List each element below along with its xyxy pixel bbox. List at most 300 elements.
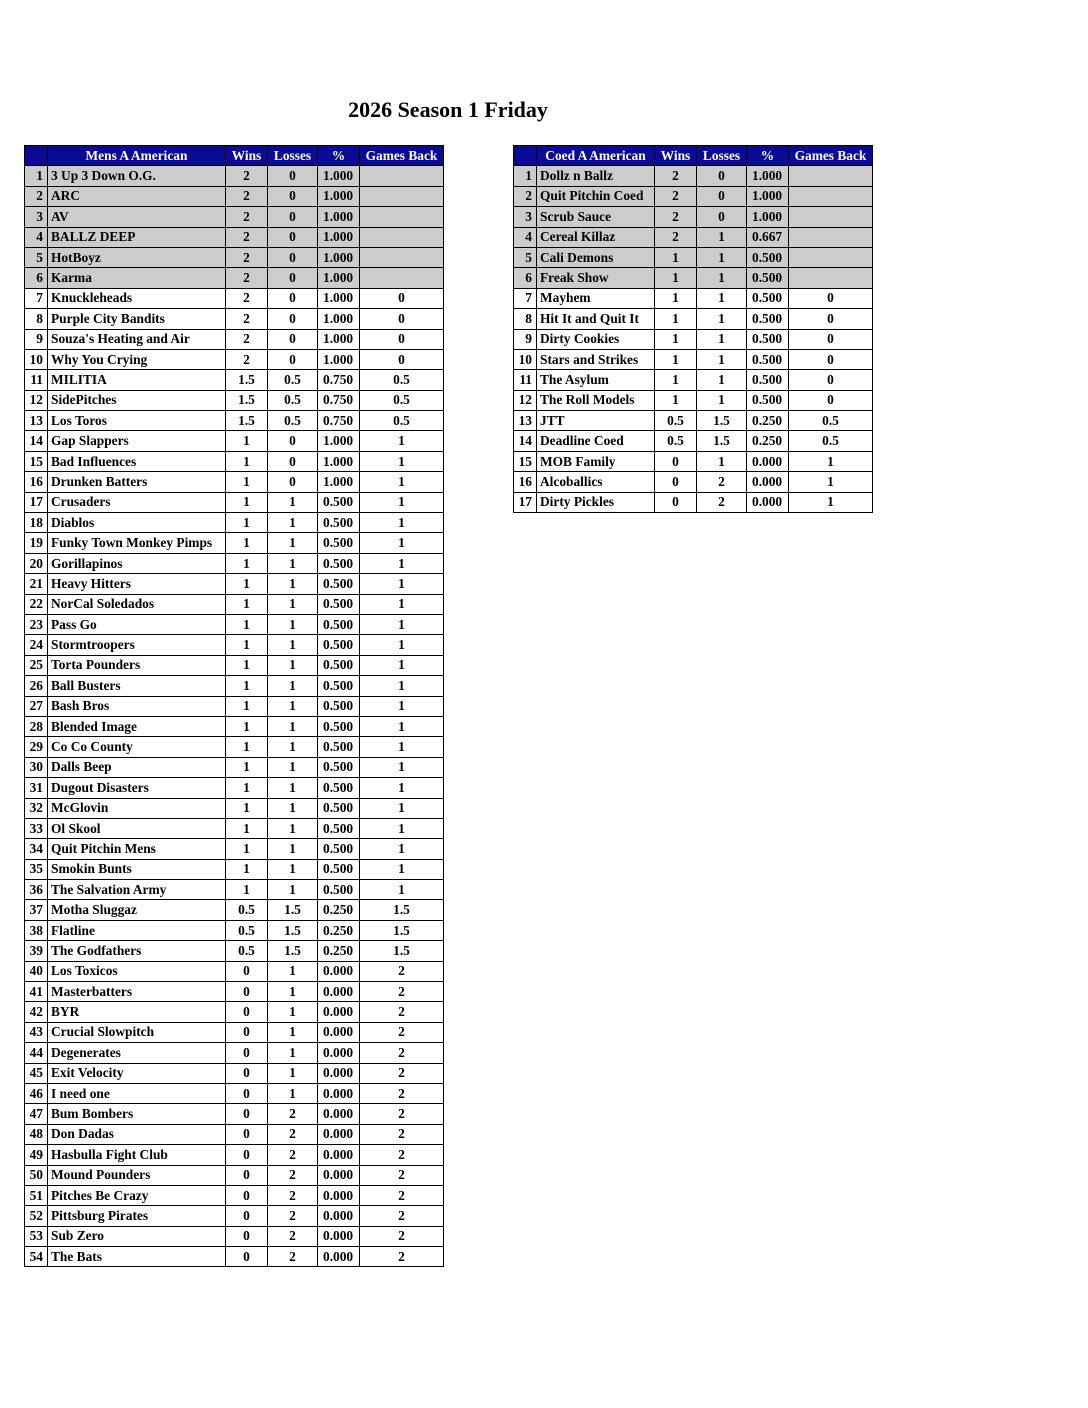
pct-cell: 1.000 <box>318 309 360 329</box>
table-row <box>514 451 873 471</box>
rank-cell: 28 <box>25 716 48 736</box>
team-name-cell: HotBoyz <box>48 247 226 267</box>
rank-cell: 5 <box>514 247 537 267</box>
games-back-cell: 0 <box>789 390 873 410</box>
rank-cell: 3 <box>25 207 48 227</box>
pct-cell: 0.000 <box>318 1022 360 1042</box>
losses-cell: 1 <box>697 370 747 390</box>
pct-cell: 0.000 <box>318 1104 360 1124</box>
rank-cell: 7 <box>514 288 537 308</box>
rank-header <box>25 146 48 166</box>
pct-cell: 0.000 <box>318 1083 360 1103</box>
wins-cell: 1.5 <box>226 411 268 431</box>
team-name-cell: Pitches Be Crazy <box>48 1185 226 1205</box>
wins-cell: 1 <box>655 247 697 267</box>
rank-cell: 34 <box>25 839 48 859</box>
losses-cell: 1 <box>697 268 747 288</box>
team-name-cell: I need one <box>48 1083 226 1103</box>
wins-cell: 2 <box>226 227 268 247</box>
table-row <box>25 961 444 981</box>
team-name-cell: The Asylum <box>537 370 655 390</box>
team-name-cell: Mound Pounders <box>48 1165 226 1185</box>
wins-cell: 2 <box>226 309 268 329</box>
team-name-cell: BYR <box>48 1002 226 1022</box>
losses-cell: 1 <box>268 676 318 696</box>
wins-cell: 2 <box>655 166 697 186</box>
games-back-cell <box>360 247 444 267</box>
pct-cell: 1.000 <box>747 186 789 206</box>
coed-standings-table <box>513 145 873 513</box>
team-name-cell: Co Co County <box>48 737 226 757</box>
table-row <box>25 635 444 655</box>
games-back-cell: 1 <box>360 451 444 471</box>
losses-cell: 1 <box>268 655 318 675</box>
games-back-cell: 2 <box>360 1063 444 1083</box>
losses-cell: 0 <box>268 247 318 267</box>
team-name-cell: Blended Image <box>48 716 226 736</box>
losses-cell: 1.5 <box>268 900 318 920</box>
rank-cell: 32 <box>25 798 48 818</box>
rank-cell: 13 <box>514 411 537 431</box>
wins-cell: 1 <box>226 614 268 634</box>
table-row <box>25 818 444 838</box>
losses-cell: 2 <box>268 1226 318 1246</box>
wins-cell: 0 <box>226 1022 268 1042</box>
team-name-cell: MILITIA <box>48 370 226 390</box>
wins-cell: 0 <box>655 472 697 492</box>
team-name-cell: Flatline <box>48 920 226 940</box>
team-name-cell: Dirty Pickles <box>537 492 655 512</box>
table-row <box>25 880 444 900</box>
games-back-cell: 1 <box>789 492 873 512</box>
wins-cell: 1 <box>226 472 268 492</box>
rank-cell: 24 <box>25 635 48 655</box>
pct-cell: 0.500 <box>318 818 360 838</box>
losses-cell: 0 <box>268 186 318 206</box>
mens-table-body <box>25 166 444 1267</box>
rank-cell: 17 <box>25 492 48 512</box>
wins-cell: 0 <box>655 492 697 512</box>
games-back-cell: 2 <box>360 1247 444 1267</box>
games-back-cell: 2 <box>360 1043 444 1063</box>
rank-cell: 30 <box>25 757 48 777</box>
table-row <box>25 1104 444 1124</box>
team-name-cell: AV <box>48 207 226 227</box>
rank-cell: 42 <box>25 1002 48 1022</box>
team-name-cell: Purple City Bandits <box>48 309 226 329</box>
pct-cell: 0.500 <box>318 716 360 736</box>
table-row <box>25 1145 444 1165</box>
rank-cell: 10 <box>25 349 48 369</box>
rank-cell: 17 <box>514 492 537 512</box>
games-back-cell: 0.5 <box>789 431 873 451</box>
table-row <box>25 533 444 553</box>
wins-cell: 1.5 <box>226 390 268 410</box>
wins-cell: 1 <box>226 513 268 533</box>
rank-cell: 20 <box>25 553 48 573</box>
table-row <box>514 247 873 267</box>
table-row <box>25 472 444 492</box>
games-back-cell: 1 <box>360 716 444 736</box>
games-back-cell: 0 <box>789 349 873 369</box>
table-row <box>25 553 444 573</box>
table-row <box>25 329 444 349</box>
pct-cell: 0.000 <box>747 451 789 471</box>
team-name-cell: Motha Sluggaz <box>48 900 226 920</box>
wins-cell: 1 <box>226 655 268 675</box>
table-row <box>25 309 444 329</box>
team-name-cell: Hit It and Quit It <box>537 309 655 329</box>
games-back-cell: 0 <box>360 329 444 349</box>
table-row <box>514 288 873 308</box>
losses-cell: 2 <box>268 1185 318 1205</box>
losses-cell: 0 <box>697 207 747 227</box>
team-name-cell: Smokin Bunts <box>48 859 226 879</box>
games-back-cell: 1 <box>360 513 444 533</box>
rank-cell: 12 <box>514 390 537 410</box>
losses-cell: 2 <box>268 1247 318 1267</box>
games-back-cell: 2 <box>360 1022 444 1042</box>
pct-cell: 0.500 <box>318 676 360 696</box>
pct-cell: 0.500 <box>747 247 789 267</box>
pct-cell: 0.000 <box>318 1002 360 1022</box>
pct-cell: 0.500 <box>318 737 360 757</box>
team-name-cell: Gorillapinos <box>48 553 226 573</box>
table-row <box>514 207 873 227</box>
games-back-cell: 1 <box>360 614 444 634</box>
team-name-cell: Funky Town Monkey Pimps <box>48 533 226 553</box>
games-back-cell: 1.5 <box>360 941 444 961</box>
team-name-cell: Deadline Coed <box>537 431 655 451</box>
table-row <box>25 839 444 859</box>
team-name-cell: BALLZ DEEP <box>48 227 226 247</box>
pct-cell: 0.000 <box>318 1124 360 1144</box>
table-row <box>25 716 444 736</box>
losses-cell: 1 <box>697 329 747 349</box>
wins-cell: 2 <box>226 247 268 267</box>
losses-cell: 1 <box>697 349 747 369</box>
rank-cell: 33 <box>25 818 48 838</box>
pct-cell: 0.000 <box>318 1043 360 1063</box>
table-row <box>25 288 444 308</box>
losses-cell: 0 <box>268 288 318 308</box>
pct-cell: 0.000 <box>318 1165 360 1185</box>
games-back-cell: 0 <box>789 329 873 349</box>
table-row <box>514 370 873 390</box>
table-row <box>514 411 873 431</box>
wins-cell: 1 <box>226 431 268 451</box>
team-name-cell: Dugout Disasters <box>48 778 226 798</box>
table-row <box>25 166 444 186</box>
wins-cell: 0.5 <box>655 431 697 451</box>
games-back-cell <box>789 227 873 247</box>
table-row <box>25 859 444 879</box>
rank-cell: 9 <box>514 329 537 349</box>
pct-cell: 0.250 <box>747 411 789 431</box>
pct-cell: 0.000 <box>318 1185 360 1205</box>
team-name-cell: Dirty Cookies <box>537 329 655 349</box>
rank-cell: 11 <box>25 370 48 390</box>
losses-cell: 0 <box>268 472 318 492</box>
team-name-cell: SidePitches <box>48 390 226 410</box>
table-row <box>25 1247 444 1267</box>
rank-cell: 43 <box>25 1022 48 1042</box>
wins-cell: 0 <box>226 1145 268 1165</box>
team-name-cell: Crucial Slowpitch <box>48 1022 226 1042</box>
games-back-cell: 2 <box>360 1083 444 1103</box>
rank-cell: 44 <box>25 1043 48 1063</box>
rank-header <box>514 146 537 166</box>
table-row <box>25 268 444 288</box>
losses-cell: 1 <box>268 594 318 614</box>
games-back-cell <box>360 207 444 227</box>
rank-cell: 35 <box>25 859 48 879</box>
losses-cell: 1 <box>268 839 318 859</box>
losses-cell: 1 <box>268 553 318 573</box>
table-row <box>25 513 444 533</box>
pct-cell: 1.000 <box>318 247 360 267</box>
table-row <box>25 737 444 757</box>
games-back-cell: 0 <box>360 309 444 329</box>
rank-cell: 12 <box>25 390 48 410</box>
team-name-cell: Masterbatters <box>48 982 226 1002</box>
games-back-cell: 0.5 <box>360 411 444 431</box>
table-row <box>514 166 873 186</box>
rank-cell: 9 <box>25 329 48 349</box>
rank-cell: 3 <box>514 207 537 227</box>
table-row <box>25 798 444 818</box>
table-row <box>25 247 444 267</box>
team-name-cell: Exit Velocity <box>48 1063 226 1083</box>
rank-cell: 16 <box>25 472 48 492</box>
wins-cell: 1 <box>226 533 268 553</box>
pct-cell: 0.500 <box>318 574 360 594</box>
wins-cell: 2 <box>226 166 268 186</box>
table-row <box>25 492 444 512</box>
team-name-cell: Dollz n Ballz <box>537 166 655 186</box>
team-name-cell: Karma <box>48 268 226 288</box>
table-row <box>25 696 444 716</box>
losses-cell: 1 <box>268 1002 318 1022</box>
games-back-cell <box>360 186 444 206</box>
rank-cell: 49 <box>25 1145 48 1165</box>
team-name-cell: ARC <box>48 186 226 206</box>
rank-cell: 23 <box>25 614 48 634</box>
rank-cell: 27 <box>25 696 48 716</box>
games-back-cell: 0.5 <box>360 390 444 410</box>
rank-cell: 6 <box>25 268 48 288</box>
rank-cell: 6 <box>514 268 537 288</box>
pct-cell: 0.750 <box>318 411 360 431</box>
games-back-cell: 0 <box>360 288 444 308</box>
wins-cell: 1 <box>226 859 268 879</box>
table-row <box>25 574 444 594</box>
games-back-cell: 2 <box>360 961 444 981</box>
table-row <box>25 1206 444 1226</box>
team-name-cell: The Salvation Army <box>48 880 226 900</box>
games-back-cell: 1 <box>360 818 444 838</box>
pct-cell: 0.500 <box>318 594 360 614</box>
rank-cell: 50 <box>25 1165 48 1185</box>
wins-cell: 1 <box>655 370 697 390</box>
games-back-cell: 0.5 <box>360 370 444 390</box>
table-header-row <box>25 146 444 166</box>
losses-cell: 0 <box>268 268 318 288</box>
games-back-cell: 2 <box>360 1145 444 1165</box>
table-row <box>25 614 444 634</box>
pct-cell: 0.500 <box>747 349 789 369</box>
pct-cell: 0.500 <box>318 655 360 675</box>
games-back-cell: 1 <box>360 533 444 553</box>
rank-cell: 37 <box>25 900 48 920</box>
team-name-cell: Quit Pitchin Coed <box>537 186 655 206</box>
losses-cell: 0 <box>268 451 318 471</box>
page-title: 2026 Season 1 Friday <box>348 97 548 122</box>
rank-cell: 45 <box>25 1063 48 1083</box>
losses-cell: 1 <box>268 696 318 716</box>
table-row <box>25 1185 444 1205</box>
games-back-cell: 2 <box>360 1002 444 1022</box>
pct-cell: 0.500 <box>318 513 360 533</box>
table-row <box>25 411 444 431</box>
table-row <box>25 941 444 961</box>
losses-cell: 1.5 <box>697 431 747 451</box>
games-back-cell: 1 <box>360 574 444 594</box>
games-back-cell: 0 <box>789 370 873 390</box>
rank-cell: 41 <box>25 982 48 1002</box>
team-name-cell: The Godfathers <box>48 941 226 961</box>
wins-cell: 1 <box>226 839 268 859</box>
pct-cell: 0.250 <box>318 900 360 920</box>
pct-cell: 1.000 <box>318 472 360 492</box>
losses-cell: 0 <box>268 207 318 227</box>
wins-cell: 0 <box>226 1083 268 1103</box>
losses-cell: 1 <box>268 614 318 634</box>
table-row <box>25 349 444 369</box>
pct-cell: 1.000 <box>318 207 360 227</box>
games-back-cell <box>789 166 873 186</box>
table-row <box>25 186 444 206</box>
games-back-cell: 1 <box>360 880 444 900</box>
wins-cell: 1.5 <box>226 370 268 390</box>
losses-cell: 1 <box>268 798 318 818</box>
team-name-cell: Ol Skool <box>48 818 226 838</box>
table-row <box>25 594 444 614</box>
losses-cell: 1 <box>697 390 747 410</box>
team-name-cell: NorCal Soledados <box>48 594 226 614</box>
losses-cell: 0 <box>268 309 318 329</box>
games-back-cell: 2 <box>360 982 444 1002</box>
pct-cell: 0.500 <box>318 614 360 634</box>
rank-cell: 15 <box>25 451 48 471</box>
pct-cell: 1.000 <box>747 166 789 186</box>
games-back-cell <box>360 268 444 288</box>
pct-cell: 0.500 <box>747 390 789 410</box>
wins-cell: 1 <box>226 818 268 838</box>
team-name-cell: Stormtroopers <box>48 635 226 655</box>
pct-cell: 1.000 <box>318 451 360 471</box>
division-header: Coed A American <box>537 146 655 166</box>
wins-cell: 1 <box>655 288 697 308</box>
pct-cell: 0.250 <box>318 920 360 940</box>
losses-cell: 0 <box>268 329 318 349</box>
losses-cell: 1 <box>268 1022 318 1042</box>
rank-cell: 52 <box>25 1206 48 1226</box>
games-back-cell <box>789 268 873 288</box>
games-back-cell <box>789 207 873 227</box>
wins-cell: 0 <box>226 1002 268 1022</box>
losses-cell: 2 <box>268 1165 318 1185</box>
games-back-cell: 1 <box>360 676 444 696</box>
losses-cell: 1 <box>697 247 747 267</box>
losses-cell: 2 <box>268 1145 318 1165</box>
wins-cell: 1 <box>655 309 697 329</box>
wins-cell: 1 <box>226 451 268 471</box>
rank-cell: 26 <box>25 676 48 696</box>
pct-cell: 0.500 <box>318 757 360 777</box>
rank-cell: 46 <box>25 1083 48 1103</box>
pct-cell: 1.000 <box>318 268 360 288</box>
team-name-cell: Degenerates <box>48 1043 226 1063</box>
losses-cell: 1 <box>268 513 318 533</box>
team-name-cell: Crusaders <box>48 492 226 512</box>
table-row <box>25 1124 444 1144</box>
pct-cell: 0.667 <box>747 227 789 247</box>
table-row <box>514 268 873 288</box>
wins-cell: 1 <box>226 737 268 757</box>
losses-cell: 0 <box>268 431 318 451</box>
pct-cell: 0.750 <box>318 370 360 390</box>
losses-cell: 1 <box>697 309 747 329</box>
pct-cell: 0.000 <box>318 1247 360 1267</box>
wins-cell: 0 <box>226 1185 268 1205</box>
pct-cell: 0.000 <box>318 1206 360 1226</box>
wins-cell: 0 <box>226 1226 268 1246</box>
rank-cell: 47 <box>25 1104 48 1124</box>
wins-cell: 0.5 <box>226 920 268 940</box>
rank-cell: 29 <box>25 737 48 757</box>
losses-cell: 1 <box>697 288 747 308</box>
team-name-cell: Los Toxicos <box>48 961 226 981</box>
table-row <box>514 431 873 451</box>
rank-cell: 36 <box>25 880 48 900</box>
wins-cell: 1 <box>226 594 268 614</box>
table-row <box>25 227 444 247</box>
games-back-cell: 2 <box>360 1165 444 1185</box>
team-name-cell: Don Dadas <box>48 1124 226 1144</box>
losses-cell: 0 <box>268 166 318 186</box>
losses-cell: 0 <box>268 227 318 247</box>
table-row <box>25 1226 444 1246</box>
team-name-cell: Scrub Sauce <box>537 207 655 227</box>
table-row <box>25 431 444 451</box>
games-back-cell: 0 <box>360 349 444 369</box>
rank-cell: 8 <box>514 309 537 329</box>
wins-cell: 0.5 <box>226 900 268 920</box>
games-back-cell: 1 <box>360 839 444 859</box>
rank-cell: 19 <box>25 533 48 553</box>
rank-cell: 13 <box>25 411 48 431</box>
wins-cell: 0.5 <box>226 941 268 961</box>
table-row <box>25 1002 444 1022</box>
wins-cell: 0 <box>226 1063 268 1083</box>
rank-cell: 10 <box>514 349 537 369</box>
table-row <box>25 778 444 798</box>
rank-cell: 53 <box>25 1226 48 1246</box>
table-row <box>25 757 444 777</box>
losses-cell: 1.5 <box>268 920 318 940</box>
pct-cell: 0.500 <box>318 533 360 553</box>
